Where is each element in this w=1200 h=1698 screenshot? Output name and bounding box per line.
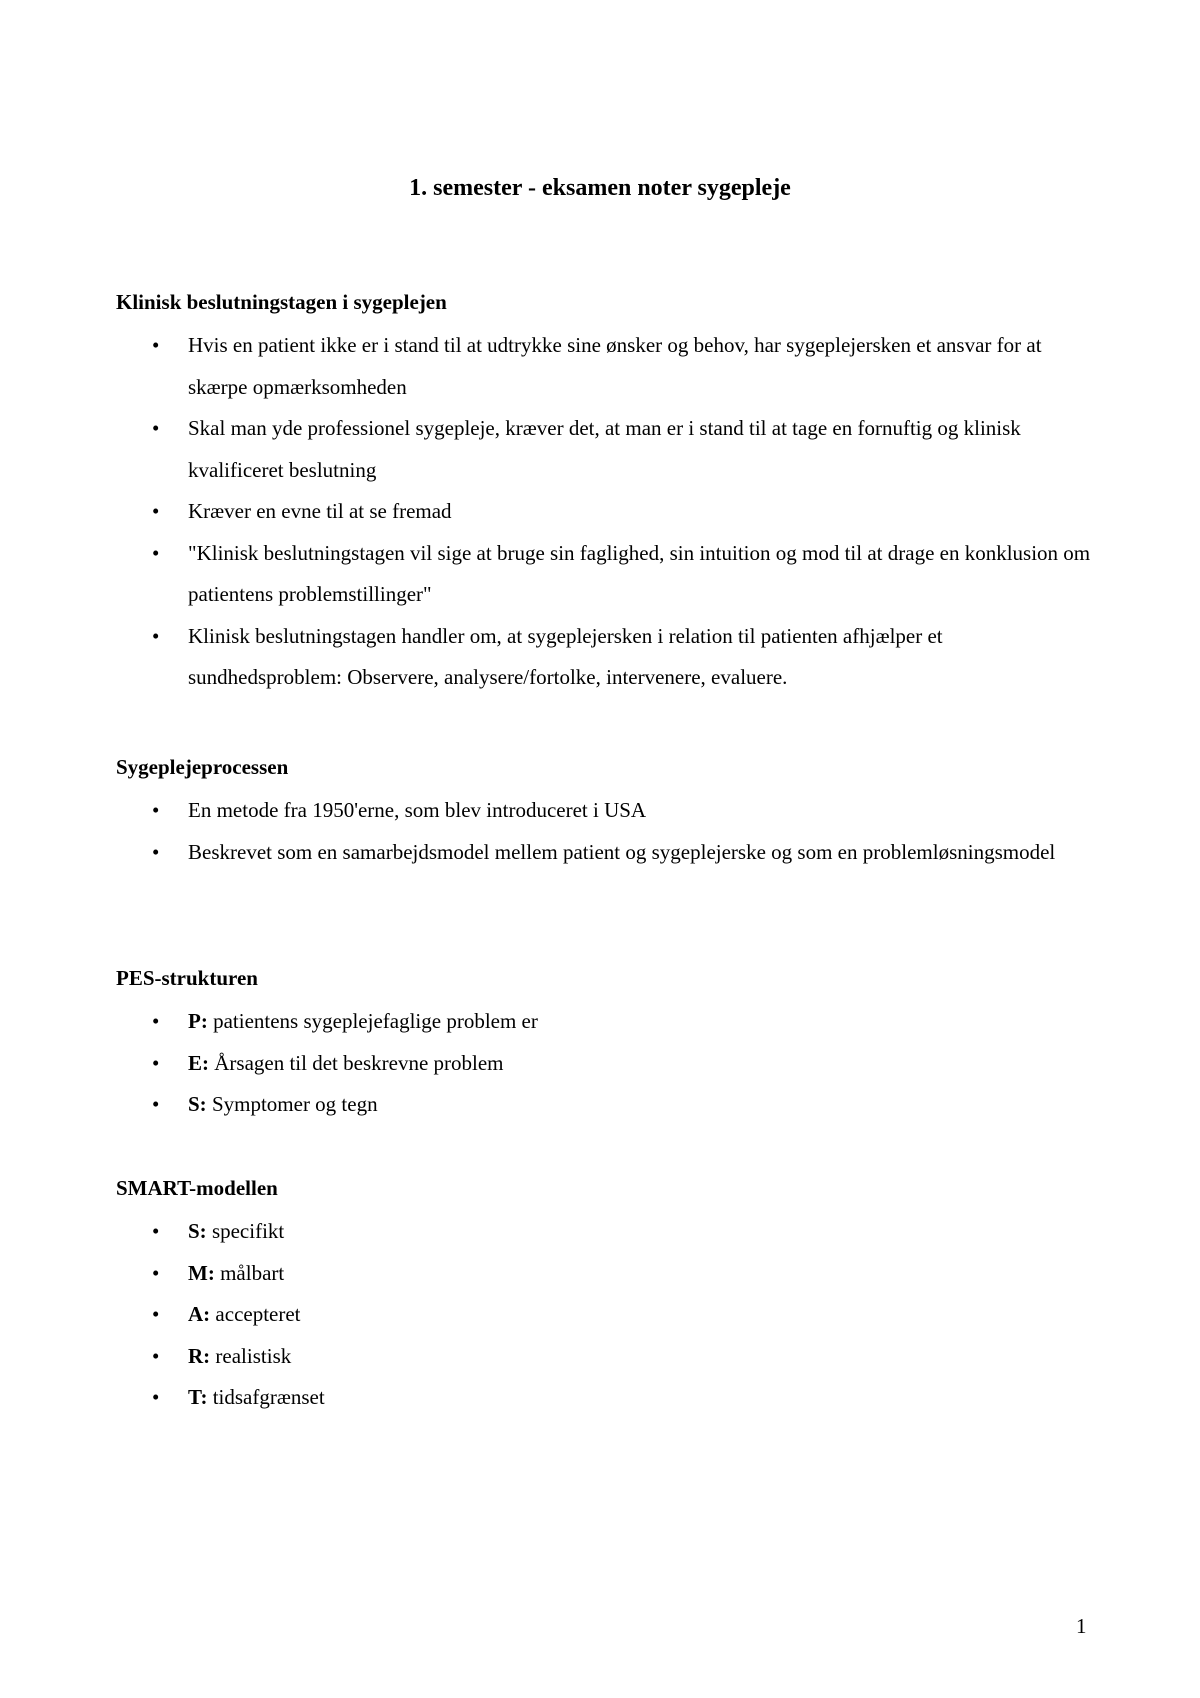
bullet-icon: • (152, 1385, 160, 1409)
list-item-key: T: (188, 1385, 208, 1409)
list-item-key: S: (188, 1092, 207, 1116)
list-item (116, 832, 1096, 874)
list-item-text: patientens sygeplejefaglige problem er (207, 1009, 538, 1033)
list-item-key: R: (188, 1343, 211, 1368)
list-item-text: accepteret (210, 1302, 301, 1326)
list-item-text: Beskrevet som en samarbejdsmodel mellem patient og sygeplejerske og som en problemløsningsmodel (188, 839, 1056, 864)
list-item-text: Symptomer og tegn (206, 1092, 378, 1116)
bullet-icon: • (152, 1050, 160, 1075)
list-item (116, 491, 1096, 533)
list-item-key: M: (188, 1260, 215, 1285)
list-item-key: P: (188, 1009, 208, 1033)
bullet-list (116, 790, 1096, 873)
list-item (116, 408, 1096, 491)
list-item-text: realistisk (210, 1343, 292, 1368)
bullet-icon: • (152, 1092, 160, 1116)
list-item-text: "Klinisk beslutningstagen vil sige at bruge sin faglighed, sin intuition og mod til at drage en konklusion om patientens problemstillinger" (188, 540, 1091, 606)
list-item-text: målbart (214, 1260, 285, 1285)
section-pes-strukturen (116, 964, 1096, 1126)
list-item-text: specifikt (206, 1219, 285, 1243)
list-item-text: Hvis en patient ikke er i stand til at udtrykke sine ønsker og behov, har sygeplejersken et ansvar for at skærpe opmærksomheden (188, 333, 1042, 399)
list-item-text: Skal man yde professionel sygepleje, kræver det, at man er i stand til at tage en fornuftig og klinisk kvalificeret beslutning (188, 416, 1021, 482)
section-heading: SMART-modellen (116, 1176, 278, 1200)
list-item (116, 790, 1096, 832)
list-item (116, 1336, 1096, 1378)
bullet-icon: • (152, 1343, 160, 1368)
bullet-icon: • (152, 333, 160, 357)
list-item (116, 1211, 1096, 1253)
bullet-icon: • (152, 798, 160, 822)
list-item-key: S: (188, 1219, 207, 1243)
section-heading: Klinisk beslutningstagen i sygeplejen (116, 290, 447, 314)
list-item-key: A: (188, 1302, 211, 1326)
section-klinisk-beslutningstagen (116, 288, 1096, 699)
list-item-text: Kræver en evne til at se fremad (188, 499, 452, 523)
list-item (116, 1001, 1096, 1043)
document-title: 1. semester - eksamen noter sygepleje (409, 175, 791, 201)
list-item-text: Årsagen til det beskrevne problem (209, 1050, 504, 1075)
bullet-icon: • (152, 540, 160, 565)
list-item-text: tidsafgrænset (207, 1385, 325, 1409)
bullet-list (116, 1001, 1096, 1126)
bullet-icon: • (152, 1219, 160, 1243)
list-item (116, 325, 1096, 408)
list-item-text: En metode fra 1950'erne, som blev introduceret i USA (188, 798, 647, 822)
list-item (116, 616, 1096, 699)
bullet-icon: • (152, 1260, 160, 1285)
bullet-icon: • (152, 839, 160, 864)
section-heading: Sygeplejeprocessen (116, 755, 289, 779)
list-item-key: E: (188, 1050, 209, 1075)
bullet-icon: • (152, 499, 160, 523)
bullet-list (116, 325, 1096, 699)
section-smart-modellen (116, 1174, 1096, 1419)
page-number: 1 (1076, 1614, 1087, 1638)
list-item (116, 1043, 1096, 1085)
list-item (116, 1084, 1096, 1126)
list-item (116, 1294, 1096, 1336)
list-item (116, 1253, 1096, 1295)
bullet-icon: • (152, 1009, 160, 1033)
list-item (116, 533, 1096, 616)
section-sygeplejeprocessen (116, 753, 1096, 873)
bullet-icon: • (152, 1302, 160, 1326)
list-item (116, 1377, 1096, 1419)
bullet-list (116, 1211, 1096, 1419)
list-item-text: Klinisk beslutningstagen handler om, at sygeplejersken i relation til patienten afhjælper et sundhedsproblem: Observere, analysere/fortolke, intervenere, evaluere. (188, 623, 943, 689)
bullet-icon: • (152, 416, 160, 440)
section-heading: PES-strukturen (116, 966, 258, 990)
bullet-icon: • (152, 623, 160, 648)
